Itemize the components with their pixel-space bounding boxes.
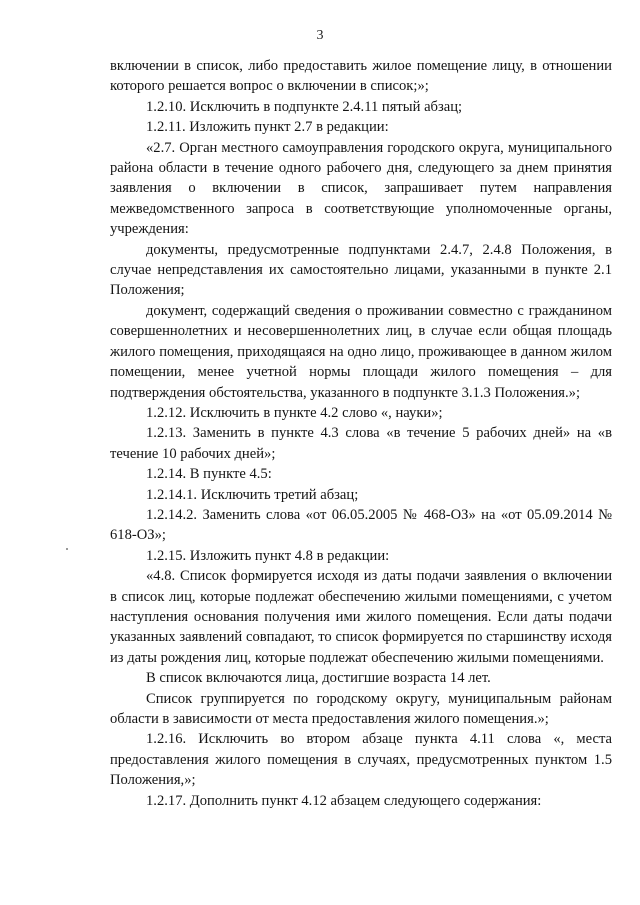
paragraph-list-grouping: Список группируется по городскому округу, муниципальным районам области в зависимости от места предоставления жилого помещения.»; [110,690,612,727]
paragraph-2-7: «2.7. Орган местного самоуправления городского округа, муниципального района области в течение одного рабочего дня, следующего за днем принятия заявления о включении в список, запрашивает путем направления межведомственного запроса в соответствующие уполномоченные органы, учреждения: [110,139,612,238]
paragraph-1-2-14-1: 1.2.14.1. Исключить третий абзац; [146,486,359,503]
paragraph-1-2-14: 1.2.14. В пункте 4.5: [146,466,272,483]
margin-mark [66,548,68,550]
paragraph-1-2-17: 1.2.17. Дополнить пункт 4.12 абзацем следующего содержания: [146,792,542,809]
paragraph-document-residence: документ, содержащий сведения о проживании совместно с гражданином совершеннолетних и несовершеннолетних лиц, в случае если общая площадь жилого помещения, приходящаяся на одно лицо, проживающее в данном жилом помещении, менее учетной нормы площади жилого помещения – для подтверждения обстоятельства, указанного в подпункте 3.1.3 Положения.»; [110,302,612,401]
paragraph-1-2-14-2: 1.2.14.2. Заменить слова «от 06.05.2005 № 468-ОЗ» на «от 05.09.2014 № 618-ОЗ»; [110,506,612,544]
page-number: 3 [316,28,324,43]
paragraph-4-8: «4.8. Список формируется исходя из даты подачи заявления о включении в список лиц, которые подлежат обеспечению жилыми помещениями, с учетом наступления основания получения ими жилого помещения. Если даты подачи указанных заявлений совпадают, то список формируется по старшинству исходя из даты рождения лиц, которые подлежат обеспечению жилыми помещениями. [110,568,612,666]
paragraph-continuation: включении в список, либо предоставить жилое помещение лицу, в отношении которого решается вопрос о включении в список;»; [110,58,612,95]
paragraph-age-14: В список включаются лица, достигшие возраста 14 лет. [146,670,491,687]
paragraph-1-2-12: 1.2.12. Исключить в пункте 4.2 слово «, науки»; [146,404,443,421]
paragraph-1-2-11: 1.2.11. Изложить пункт 2.7 в редакции: [146,119,389,136]
document-body [110,56,612,811]
paragraph-1-2-13: 1.2.13. Заменить в пункте 4.3 слова «в течение 5 рабочих дней» на «в течение 10 рабочих дней»; [110,425,612,462]
paragraph-1-2-10: 1.2.10. Исключить в подпункте 2.4.11 пятый абзац; [146,98,463,115]
paragraph-1-2-15: 1.2.15. Изложить пункт 4.8 в редакции: [146,547,390,564]
paragraph-1-2-16: 1.2.16. Исключить во втором абзаце пункта 4.11 слова «, места предоставления жилого помещения в случаях, предусмотренных пунктом 1.5 Положения,»; [110,731,612,789]
paragraph-documents: документы, предусмотренные подпунктами 2.4.7, 2.4.8 Положения, в случае непредставления их самостоятельно лицами, указанными в пункте 2.1 Положения; [110,241,612,299]
